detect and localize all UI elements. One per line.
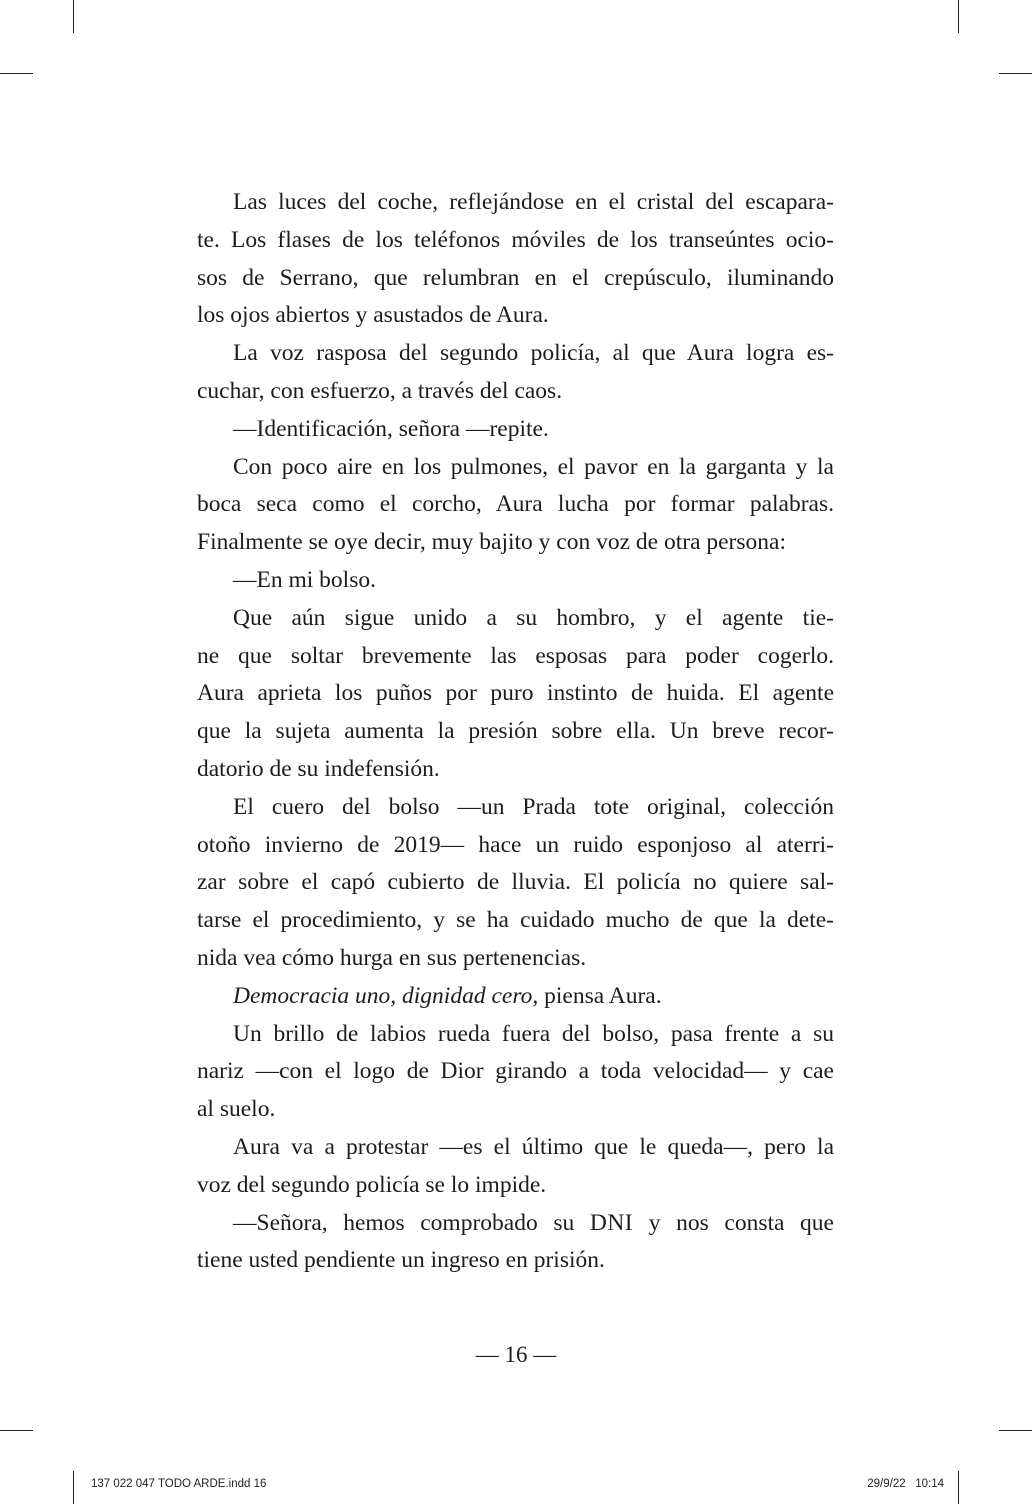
crop-mark-top-left	[73, 0, 74, 33]
text-line: te. Los flases de los teléfonos móviles de los transeúntes ocio-	[197, 226, 834, 253]
text-line: datorio de su indefensión.	[197, 755, 440, 782]
crop-mark-bottom-right	[958, 1471, 959, 1504]
crop-mark-right-top	[999, 73, 1032, 74]
dialogue-line	[197, 1205, 834, 1243]
paragraph	[197, 978, 834, 1016]
page-number: — 16 —	[475, 1342, 557, 1367]
text-line	[197, 978, 834, 1016]
text-line: Aura aprieta los puños por puro instinto de huida. El agente	[197, 680, 834, 707]
paragraph	[197, 600, 834, 789]
text-line: boca seca como el corcho, Aura lucha por formar palabras.	[197, 491, 834, 518]
paragraph	[197, 335, 834, 411]
crop-mark-top-right	[958, 0, 959, 33]
text-line: Que aún sigue unido a su hombro, y el agente tie-	[233, 604, 834, 631]
text-line: nida vea cómo hurga en sus pertenencias.	[197, 944, 587, 971]
text-line: cuchar, con esfuerzo, a través del caos.	[197, 377, 563, 404]
text-line: Un brillo de labios rueda fuera del bolso, pasa frente a su	[233, 1020, 834, 1047]
crop-mark-left-top	[0, 73, 33, 74]
body-text	[197, 184, 834, 1280]
text-line: que la sujeta aumenta la presión sobre ella. Un breve recor-	[197, 718, 834, 745]
paragraph	[197, 411, 834, 449]
crop-mark-bottom-left	[73, 1471, 74, 1504]
text-line: tiene usted pendiente un ingreso en prisión.	[197, 1247, 605, 1274]
slug-file-info: 137 022 047 TODO ARDE.indd 16	[91, 1478, 267, 1490]
text-fragment: —Señora, hemos comprobado su	[233, 1209, 590, 1236]
paragraph	[197, 1205, 834, 1281]
text-fragment: , piensa Aura.	[532, 982, 662, 1009]
text-line: Las luces del coche, reflejándose en el cristal del escapara-	[233, 189, 834, 215]
text-line: tarse el procedimiento, y se ha cuidado mucho de que la dete-	[197, 907, 834, 934]
text-line: zar sobre el capó cubierto de lluvia. El policía no quiere sal-	[197, 869, 834, 896]
paragraph	[197, 184, 834, 335]
paragraph	[197, 1016, 834, 1129]
paragraph	[197, 449, 834, 562]
crop-mark-right-bottom	[999, 1430, 1032, 1431]
text-line: nariz —con el logo de Dior girando a toda velocidad— y cae	[197, 1058, 834, 1085]
acronym: DNI	[589, 1209, 634, 1236]
text-line: Finalmente se oye decir, muy bajito y con voz de otra persona:	[197, 529, 786, 556]
paragraph	[197, 1129, 834, 1205]
text-line: La voz rasposa del segundo policía, al que Aura logra es-	[233, 340, 834, 367]
text-line: Con poco aire en los pulmones, el pavor en la garganta y la	[233, 453, 834, 480]
paragraph	[197, 789, 834, 978]
text-line: otoño invierno de 2019— hace un ruido esponjoso al aterri-	[197, 831, 834, 858]
dialogue-line: —En mi bolso.	[233, 566, 376, 593]
italic-thought: Democracia uno, dignidad cero	[233, 982, 533, 1009]
text-line: al suelo.	[197, 1096, 276, 1123]
text-line: ne que soltar brevemente las esposas para poder cogerlo.	[197, 642, 834, 669]
dialogue-line: —Identificación, señora —repite.	[233, 415, 549, 442]
paragraph	[197, 562, 834, 600]
text-fragment: y nos consta que	[633, 1209, 834, 1236]
text-line: los ojos abiertos y asustados de Aura.	[197, 302, 549, 329]
text-line: sos de Serrano, que relumbran en el crepúsculo, iluminando	[197, 264, 834, 291]
crop-mark-left-bottom	[0, 1430, 33, 1431]
text-line: El cuero del bolso —un Prada tote original, colección	[233, 793, 834, 820]
text-line: Aura va a protestar —es el último que le queda—, pero la	[233, 1133, 834, 1160]
slug-date-info: 29/9/22 10:14	[867, 1478, 944, 1490]
text-line: voz del segundo policía se lo impide.	[197, 1171, 547, 1198]
